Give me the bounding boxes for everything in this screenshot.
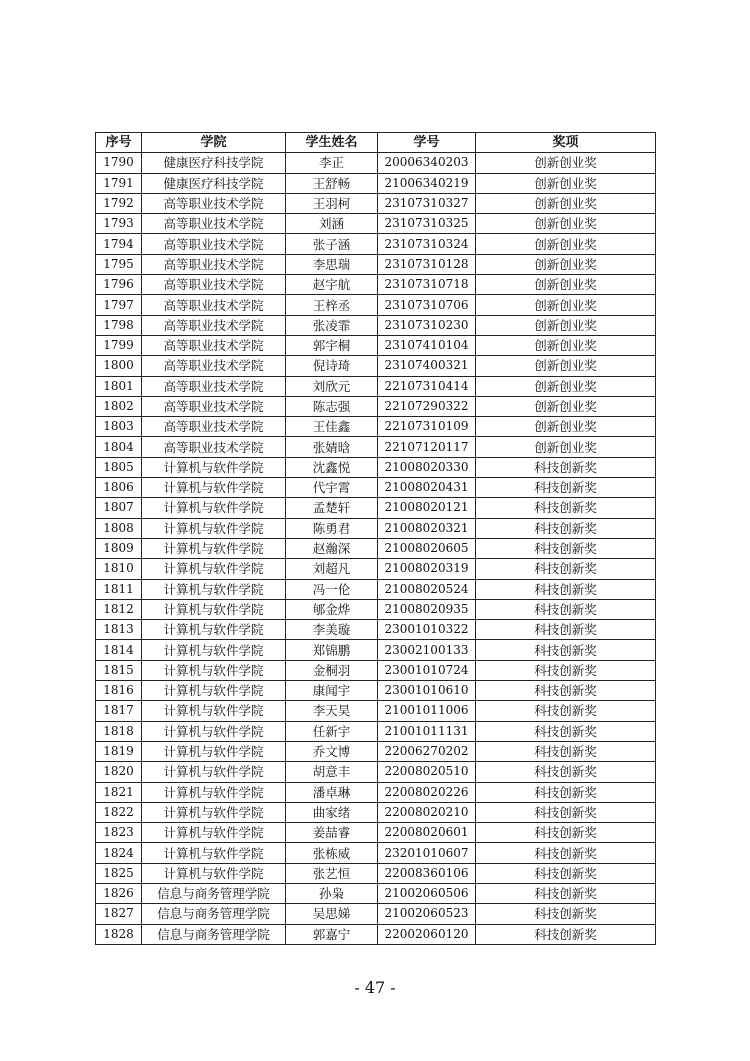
- cell-student-name: 刘欣元: [286, 376, 378, 396]
- table-row: [96, 478, 656, 498]
- cell-student-name: 李美璇: [286, 620, 378, 640]
- cell-student-id: 23201010607: [378, 843, 476, 863]
- cell-student-id: 23107310128: [378, 254, 476, 274]
- cell-student-name: 赵宇航: [286, 275, 378, 295]
- cell-college: 计算机与软件学院: [142, 538, 286, 558]
- cell-college: 高等职业技术学院: [142, 315, 286, 335]
- cell-index: 1805: [96, 457, 142, 477]
- cell-student-id: 21006340219: [378, 173, 476, 193]
- cell-award: 科技创新奖: [476, 559, 656, 579]
- cell-college: 高等职业技术学院: [142, 254, 286, 274]
- cell-student-name: 乔文博: [286, 741, 378, 761]
- cell-index: 1818: [96, 721, 142, 741]
- cell-college: 计算机与软件学院: [142, 782, 286, 802]
- cell-student-name: 刘涵: [286, 214, 378, 234]
- cell-index: 1824: [96, 843, 142, 863]
- cell-index: 1811: [96, 579, 142, 599]
- cell-college: 信息与商务管理学院: [142, 924, 286, 944]
- cell-award: 科技创新奖: [476, 498, 656, 518]
- cell-student-id: 21008020121: [378, 498, 476, 518]
- cell-student-name: 金桐羽: [286, 660, 378, 680]
- table-body: [96, 153, 656, 945]
- cell-index: 1794: [96, 234, 142, 254]
- table-row: [96, 356, 656, 376]
- table-row: [96, 376, 656, 396]
- cell-college: 信息与商务管理学院: [142, 904, 286, 924]
- cell-student-id: 21001011006: [378, 701, 476, 721]
- cell-index: 1825: [96, 863, 142, 883]
- cell-award: 科技创新奖: [476, 599, 656, 619]
- cell-student-name: 张艺恒: [286, 863, 378, 883]
- cell-student-id: 22008020226: [378, 782, 476, 802]
- cell-award: 科技创新奖: [476, 701, 656, 721]
- table-row: [96, 924, 656, 944]
- cell-student-name: 姜喆睿: [286, 823, 378, 843]
- page-number: - 47 -: [354, 978, 396, 997]
- cell-index: 1815: [96, 660, 142, 680]
- cell-college: 高等职业技术学院: [142, 234, 286, 254]
- cell-award: 创新创业奖: [476, 315, 656, 335]
- cell-student-name: 代宇霄: [286, 478, 378, 498]
- table-row: [96, 153, 656, 173]
- cell-student-id: 21008020605: [378, 538, 476, 558]
- cell-student-name: 赵瀚深: [286, 538, 378, 558]
- cell-student-id: 21008020935: [378, 599, 476, 619]
- table-row: [96, 234, 656, 254]
- cell-student-id: 20006340203: [378, 153, 476, 173]
- cell-college: 计算机与软件学院: [142, 843, 286, 863]
- cell-award: 创新创业奖: [476, 193, 656, 213]
- cell-college: 高等职业技术学院: [142, 335, 286, 355]
- cell-student-id: 23107310230: [378, 315, 476, 335]
- cell-college: 计算机与软件学院: [142, 518, 286, 538]
- cell-award: 创新创业奖: [476, 335, 656, 355]
- cell-index: 1792: [96, 193, 142, 213]
- cell-student-name: 李思瑞: [286, 254, 378, 274]
- table-row: [96, 843, 656, 863]
- cell-student-id: 23001010322: [378, 620, 476, 640]
- cell-student-name: 张子涵: [286, 234, 378, 254]
- cell-award: 科技创新奖: [476, 457, 656, 477]
- award-table: [95, 132, 656, 945]
- cell-index: 1790: [96, 153, 142, 173]
- table-row: [96, 620, 656, 640]
- cell-award: 科技创新奖: [476, 640, 656, 660]
- cell-award: 创新创业奖: [476, 295, 656, 315]
- cell-college: 高等职业技术学院: [142, 275, 286, 295]
- cell-college: 高等职业技术学院: [142, 437, 286, 457]
- cell-student-id: 23001010724: [378, 660, 476, 680]
- cell-college: 计算机与软件学院: [142, 559, 286, 579]
- cell-student-id: 23107410104: [378, 335, 476, 355]
- cell-student-id: 22008020601: [378, 823, 476, 843]
- cell-college: 计算机与软件学院: [142, 823, 286, 843]
- cell-student-id: 23107400321: [378, 356, 476, 376]
- table-row: [96, 762, 656, 782]
- cell-index: 1797: [96, 295, 142, 315]
- cell-college: 计算机与软件学院: [142, 721, 286, 741]
- table-row: [96, 518, 656, 538]
- cell-student-name: 陈志强: [286, 396, 378, 416]
- cell-index: 1819: [96, 741, 142, 761]
- cell-college: 计算机与软件学院: [142, 681, 286, 701]
- cell-index: 1793: [96, 214, 142, 234]
- cell-award: 科技创新奖: [476, 924, 656, 944]
- cell-student-id: 22006270202: [378, 741, 476, 761]
- cell-student-name: 沈鑫悦: [286, 457, 378, 477]
- cell-award: 科技创新奖: [476, 478, 656, 498]
- cell-student-id: 22008020210: [378, 802, 476, 822]
- cell-index: 1791: [96, 173, 142, 193]
- table-row: [96, 295, 656, 315]
- cell-college: 健康医疗科技学院: [142, 173, 286, 193]
- cell-college: 计算机与软件学院: [142, 863, 286, 883]
- cell-award: 创新创业奖: [476, 275, 656, 295]
- table-row: [96, 538, 656, 558]
- header-student-name: 学生姓名: [286, 133, 378, 153]
- table-row: [96, 599, 656, 619]
- cell-student-id: 21002060506: [378, 883, 476, 903]
- cell-college: 高等职业技术学院: [142, 356, 286, 376]
- cell-index: 1823: [96, 823, 142, 843]
- cell-student-id: 21001011131: [378, 721, 476, 741]
- cell-award: 科技创新奖: [476, 579, 656, 599]
- cell-award: 科技创新奖: [476, 620, 656, 640]
- cell-index: 1798: [96, 315, 142, 335]
- cell-award: 科技创新奖: [476, 863, 656, 883]
- cell-index: 1817: [96, 701, 142, 721]
- table-row: [96, 457, 656, 477]
- cell-college: 高等职业技术学院: [142, 295, 286, 315]
- cell-college: 信息与商务管理学院: [142, 883, 286, 903]
- cell-student-name: 王佳鑫: [286, 417, 378, 437]
- table-row: [96, 721, 656, 741]
- cell-award: 科技创新奖: [476, 823, 656, 843]
- table-row: [96, 640, 656, 660]
- cell-award: 创新创业奖: [476, 376, 656, 396]
- table-row: [96, 782, 656, 802]
- cell-student-name: 倪诗琦: [286, 356, 378, 376]
- cell-student-name: 郇金烨: [286, 599, 378, 619]
- cell-award: 创新创业奖: [476, 234, 656, 254]
- cell-student-id: 22008360106: [378, 863, 476, 883]
- cell-student-id: 23107310706: [378, 295, 476, 315]
- cell-index: 1821: [96, 782, 142, 802]
- header-student-id: 学号: [378, 133, 476, 153]
- cell-student-id: 22107290322: [378, 396, 476, 416]
- cell-index: 1820: [96, 762, 142, 782]
- table-row: [96, 396, 656, 416]
- cell-college: 高等职业技术学院: [142, 396, 286, 416]
- cell-student-name: 张婧晗: [286, 437, 378, 457]
- cell-award: 创新创业奖: [476, 214, 656, 234]
- cell-college: 计算机与软件学院: [142, 640, 286, 660]
- table-row: [96, 863, 656, 883]
- cell-index: 1826: [96, 883, 142, 903]
- cell-student-id: 23001010610: [378, 681, 476, 701]
- cell-student-name: 李正: [286, 153, 378, 173]
- cell-student-name: 刘超凡: [286, 559, 378, 579]
- cell-college: 计算机与软件学院: [142, 498, 286, 518]
- cell-college: 计算机与软件学院: [142, 701, 286, 721]
- table-row: [96, 437, 656, 457]
- cell-award: 科技创新奖: [476, 538, 656, 558]
- cell-student-name: 康闻宇: [286, 681, 378, 701]
- cell-college: 计算机与软件学院: [142, 802, 286, 822]
- cell-index: 1827: [96, 904, 142, 924]
- cell-student-name: 曲家绪: [286, 802, 378, 822]
- cell-student-name: 王梓丞: [286, 295, 378, 315]
- cell-college: 计算机与软件学院: [142, 620, 286, 640]
- table-row: [96, 559, 656, 579]
- cell-index: 1810: [96, 559, 142, 579]
- cell-award: 创新创业奖: [476, 153, 656, 173]
- table-row: [96, 883, 656, 903]
- cell-index: 1806: [96, 478, 142, 498]
- cell-award: 创新创业奖: [476, 417, 656, 437]
- cell-student-id: 21008020321: [378, 518, 476, 538]
- table-row: [96, 681, 656, 701]
- cell-student-id: 22107120117: [378, 437, 476, 457]
- cell-index: 1807: [96, 498, 142, 518]
- cell-award: 科技创新奖: [476, 843, 656, 863]
- cell-college: 健康医疗科技学院: [142, 153, 286, 173]
- table-row: [96, 193, 656, 213]
- cell-student-name: 冯一伦: [286, 579, 378, 599]
- cell-award: 创新创业奖: [476, 173, 656, 193]
- cell-college: 计算机与软件学院: [142, 660, 286, 680]
- cell-student-id: 22002060120: [378, 924, 476, 944]
- cell-student-name: 任新宇: [286, 721, 378, 741]
- cell-student-id: 23107310718: [378, 275, 476, 295]
- table-header-row: [96, 133, 656, 153]
- cell-student-id: 21008020330: [378, 457, 476, 477]
- table-row: [96, 335, 656, 355]
- cell-award: 创新创业奖: [476, 254, 656, 274]
- cell-student-id: 21008020319: [378, 559, 476, 579]
- cell-award: 科技创新奖: [476, 762, 656, 782]
- cell-award: 科技创新奖: [476, 721, 656, 741]
- table-row: [96, 254, 656, 274]
- cell-student-name: 张凌霏: [286, 315, 378, 335]
- header-college: 学院: [142, 133, 286, 153]
- cell-award: 科技创新奖: [476, 741, 656, 761]
- cell-student-id: 23107310324: [378, 234, 476, 254]
- cell-award: 创新创业奖: [476, 396, 656, 416]
- cell-college: 高等职业技术学院: [142, 193, 286, 213]
- cell-award: 科技创新奖: [476, 802, 656, 822]
- table-row: [96, 701, 656, 721]
- table-row: [96, 275, 656, 295]
- table-row: [96, 173, 656, 193]
- cell-index: 1816: [96, 681, 142, 701]
- cell-student-id: 23002100133: [378, 640, 476, 660]
- cell-student-id: 21008020431: [378, 478, 476, 498]
- cell-index: 1804: [96, 437, 142, 457]
- table-row: [96, 315, 656, 335]
- cell-index: 1812: [96, 599, 142, 619]
- cell-student-name: 郭宇桐: [286, 335, 378, 355]
- cell-index: 1822: [96, 802, 142, 822]
- table-row: [96, 660, 656, 680]
- cell-award: 创新创业奖: [476, 356, 656, 376]
- cell-student-name: 孟楚轩: [286, 498, 378, 518]
- cell-index: 1802: [96, 396, 142, 416]
- cell-student-id: 22008020510: [378, 762, 476, 782]
- cell-student-name: 郑锦鹏: [286, 640, 378, 660]
- table-row: [96, 741, 656, 761]
- table-row: [96, 417, 656, 437]
- cell-student-name: 胡意丰: [286, 762, 378, 782]
- cell-student-name: 张栋威: [286, 843, 378, 863]
- header-award: 奖项: [476, 133, 656, 153]
- cell-award: 创新创业奖: [476, 437, 656, 457]
- cell-student-name: 吴思娣: [286, 904, 378, 924]
- cell-award: 科技创新奖: [476, 518, 656, 538]
- cell-student-name: 郭嘉宁: [286, 924, 378, 944]
- cell-index: 1801: [96, 376, 142, 396]
- cell-student-name: 王舒畅: [286, 173, 378, 193]
- table-row: [96, 802, 656, 822]
- cell-college: 计算机与软件学院: [142, 762, 286, 782]
- cell-student-name: 王羽柯: [286, 193, 378, 213]
- cell-index: 1800: [96, 356, 142, 376]
- cell-student-id: 22107310414: [378, 376, 476, 396]
- cell-award: 科技创新奖: [476, 904, 656, 924]
- cell-student-id: 23107310325: [378, 214, 476, 234]
- cell-index: 1795: [96, 254, 142, 274]
- cell-student-name: 陈勇君: [286, 518, 378, 538]
- cell-index: 1814: [96, 640, 142, 660]
- cell-student-id: 22107310109: [378, 417, 476, 437]
- cell-award: 科技创新奖: [476, 681, 656, 701]
- cell-student-id: 21008020524: [378, 579, 476, 599]
- cell-index: 1799: [96, 335, 142, 355]
- cell-college: 计算机与软件学院: [142, 599, 286, 619]
- cell-index: 1828: [96, 924, 142, 944]
- header-index: 序号: [96, 133, 142, 153]
- cell-index: 1796: [96, 275, 142, 295]
- cell-college: 计算机与软件学院: [142, 478, 286, 498]
- cell-college: 计算机与软件学院: [142, 579, 286, 599]
- cell-college: 高等职业技术学院: [142, 214, 286, 234]
- table-row: [96, 214, 656, 234]
- table-row: [96, 579, 656, 599]
- cell-index: 1809: [96, 538, 142, 558]
- cell-index: 1803: [96, 417, 142, 437]
- cell-student-name: 李天昊: [286, 701, 378, 721]
- cell-award: 科技创新奖: [476, 782, 656, 802]
- cell-student-id: 23107310327: [378, 193, 476, 213]
- cell-college: 高等职业技术学院: [142, 376, 286, 396]
- cell-college: 高等职业技术学院: [142, 417, 286, 437]
- cell-college: 计算机与软件学院: [142, 457, 286, 477]
- cell-college: 计算机与软件学院: [142, 741, 286, 761]
- cell-award: 科技创新奖: [476, 660, 656, 680]
- cell-student-name: 孙枭: [286, 883, 378, 903]
- cell-index: 1813: [96, 620, 142, 640]
- table-row: [96, 823, 656, 843]
- cell-index: 1808: [96, 518, 142, 538]
- table-row: [96, 904, 656, 924]
- table-row: [96, 498, 656, 518]
- cell-student-name: 潘卓琳: [286, 782, 378, 802]
- cell-award: 科技创新奖: [476, 883, 656, 903]
- cell-student-id: 21002060523: [378, 904, 476, 924]
